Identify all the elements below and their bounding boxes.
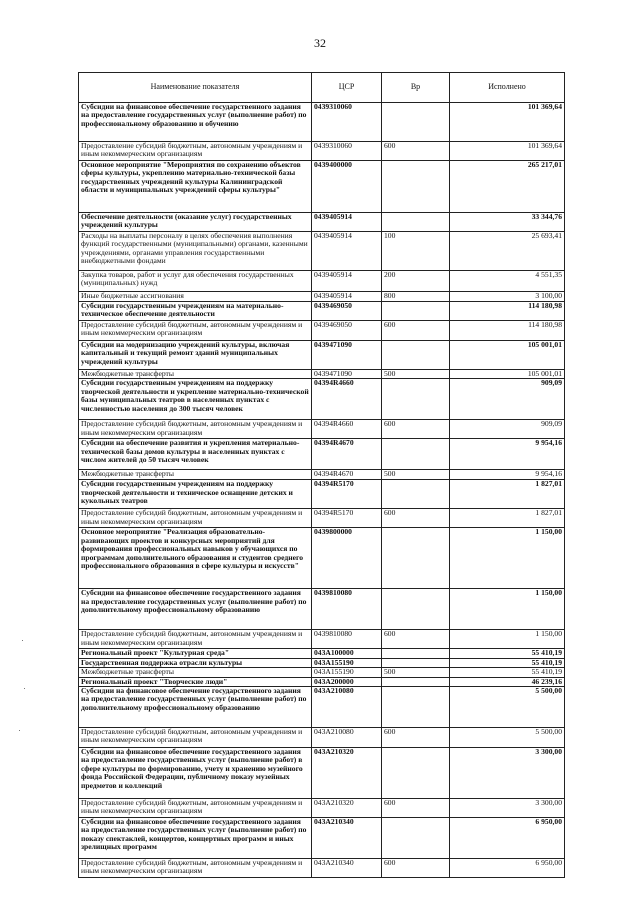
expense-type-cell: 600 (382, 142, 450, 161)
csr-code-cell: 0439400000 (312, 161, 382, 213)
table-row (79, 528, 565, 589)
csr-code-cell: 0439405914 (312, 213, 382, 232)
csr-code-cell: 04394R5170 (312, 480, 382, 509)
expense-type-cell (382, 658, 450, 667)
expense-type-cell (382, 213, 450, 232)
csr-code-cell: 043A155190 (312, 658, 382, 667)
table-row (79, 470, 565, 480)
table-row (79, 379, 565, 420)
csr-code-cell: 0439405914 (312, 271, 382, 292)
table-row (79, 420, 565, 439)
indicator-name-cell: Иные бюджетные ассигнования (79, 292, 312, 302)
indicator-name-cell: Субсидии на финансовое обеспечение государственного задания на предоставление государственных услуг (выполнение работ) по профессиональному образованию и обучению (79, 103, 312, 142)
expense-type-cell: 600 (382, 630, 450, 649)
indicator-name-cell: Предоставление субсидий бюджетным, автономным учреждениям и иным некоммерческим организациям (79, 509, 312, 528)
executed-amount-cell: 1 827,01 (450, 480, 565, 509)
executed-amount-cell: 9 954,16 (450, 470, 565, 480)
executed-amount-cell: 46 239,16 (450, 677, 565, 686)
expense-type-cell: 600 (382, 728, 450, 748)
csr-code-cell: 0439310060 (312, 142, 382, 161)
indicator-name-cell: Межбюджетные трансферты (79, 470, 312, 480)
csr-code-cell: 0439405914 (312, 292, 382, 302)
expense-type-cell: 500 (382, 470, 450, 480)
table-row (79, 341, 565, 370)
csr-code-cell: 043A210320 (312, 799, 382, 818)
executed-amount-cell: 9 954,16 (450, 439, 565, 470)
table-row (79, 232, 565, 271)
expense-type-cell (382, 589, 450, 630)
table-row (79, 271, 565, 292)
expense-type-cell (382, 687, 450, 728)
csr-code-cell: 0439469050 (312, 302, 382, 321)
table-header-row (79, 73, 565, 103)
indicator-name-cell: Региональный проект "Творческие люди" (79, 677, 312, 686)
expense-type-cell (382, 302, 450, 321)
page-number: 32 (314, 36, 326, 50)
expense-type-cell (382, 748, 450, 799)
csr-code-cell: 04394R4660 (312, 420, 382, 439)
indicator-name-cell: Субсидии на финансовое обеспечение государственного задания на предоставление государственных услуг (выполнение работ) в сфере культуры по формированию, учету и хранению музейного фонда Российской Федерации, публичному показу музейных предметов и коллекций (79, 748, 312, 799)
indicator-name-cell: Расходы на выплаты персоналу в целях обеспечения выполнения функций государственными (муниципальными) органами, казенными учреждениями, органами управления государственными внебюджетными фондами (79, 232, 312, 271)
expense-type-cell (382, 818, 450, 859)
table-row (79, 480, 565, 509)
header-executed: Исполнено (450, 73, 565, 103)
table-row (79, 630, 565, 649)
indicator-name-cell: Предоставление субсидий бюджетным, автономным учреждениям и иным некоммерческим организациям (79, 799, 312, 818)
expense-type-cell (382, 677, 450, 686)
table-row (79, 370, 565, 379)
table-row (79, 321, 565, 341)
table-row (79, 677, 565, 686)
header-indicator-name: Наименование показателя (79, 73, 312, 103)
csr-code-cell: 043A200000 (312, 677, 382, 686)
executed-amount-cell: 3 300,00 (450, 748, 565, 799)
table-row (79, 658, 565, 667)
expense-type-cell: 200 (382, 271, 450, 292)
executed-amount-cell: 55 410,19 (450, 668, 565, 677)
expense-type-cell: 500 (382, 370, 450, 379)
expense-type-cell: 600 (382, 321, 450, 341)
csr-code-cell: 0439810080 (312, 630, 382, 649)
executed-amount-cell: 909,09 (450, 379, 565, 420)
table-row (79, 687, 565, 728)
expense-type-cell (382, 480, 450, 509)
csr-code-cell: 04394R4670 (312, 439, 382, 470)
expense-type-cell (382, 439, 450, 470)
indicator-name-cell: Субсидии государственным учреждениям на материально-техническое обеспечение деятельности (79, 302, 312, 321)
indicator-name-cell: Субсидии на финансовое обеспечение государственного задания на предоставление государственных услуг (выполнение работ) по дополнительному профессиональному образованию (79, 589, 312, 630)
executed-amount-cell: 55 410,19 (450, 658, 565, 667)
executed-amount-cell: 114 180,98 (450, 302, 565, 321)
expense-type-cell: 800 (382, 292, 450, 302)
table-row (79, 728, 565, 748)
table-row (79, 509, 565, 528)
executed-amount-cell: 6 950,00 (450, 859, 565, 878)
table-row (79, 748, 565, 799)
indicator-name-cell: Предоставление субсидий бюджетным, автономным учреждениям и иным некоммерческим организациям (79, 728, 312, 748)
expense-type-cell: 600 (382, 509, 450, 528)
indicator-name-cell: Региональный проект "Культурная среда" (79, 649, 312, 658)
executed-amount-cell: 5 500,00 (450, 687, 565, 728)
executed-amount-cell: 5 500,00 (450, 728, 565, 748)
indicator-name-cell: Предоставление субсидий бюджетным, автономным учреждениям и иным некоммерческим организациям (79, 321, 312, 341)
scan-speck (24, 688, 25, 689)
table-row (79, 302, 565, 321)
indicator-name-cell: Межбюджетные трансферты (79, 668, 312, 677)
csr-code-cell: 0439810080 (312, 589, 382, 630)
executed-amount-cell: 25 693,41 (450, 232, 565, 271)
indicator-name-cell: Субсидии государственным учреждениям на поддержку творческой деятельности и укрепление материально-технической базы муниципальных театров в населенных пунктах с численностью населения до 300 тысяч человек (79, 379, 312, 420)
indicator-name-cell: Предоставление субсидий бюджетным, автономным учреждениям и иным некоммерческим организациям (79, 420, 312, 439)
indicator-name-cell: Основное мероприятие "Мероприятия по сохранению объектов сферы культуры, укреплению материально-технической базы государственных учреждений культуры Калининградской области и муниципальных учреждений сферы культуры" (79, 161, 312, 213)
indicator-name-cell: Предоставление субсидий бюджетным, автономным учреждениям и иным некоммерческим организациям (79, 630, 312, 649)
table-row (79, 103, 565, 142)
csr-code-cell: 0439800000 (312, 528, 382, 589)
table-row (79, 292, 565, 302)
csr-code-cell: 04394R5170 (312, 509, 382, 528)
indicator-name-cell: Субсидии на модернизацию учреждений культуры, включая капитальный и текущий ремонт зданий муниципальных учреждений культуры (79, 341, 312, 370)
table-row (79, 859, 565, 878)
executed-amount-cell: 3 100,00 (450, 292, 565, 302)
executed-amount-cell: 1 150,00 (450, 528, 565, 589)
expense-type-cell: 600 (382, 420, 450, 439)
table-row (79, 668, 565, 677)
expense-type-cell: 500 (382, 668, 450, 677)
indicator-name-cell: Предоставление субсидий бюджетным, автономным учреждениям и иным некоммерческим организациям (79, 142, 312, 161)
csr-code-cell: 043A210080 (312, 687, 382, 728)
executed-amount-cell: 101 369,64 (450, 142, 565, 161)
executed-amount-cell: 101 369,64 (450, 103, 565, 142)
executed-amount-cell: 1 150,00 (450, 630, 565, 649)
csr-code-cell: 04394R4670 (312, 470, 382, 480)
csr-code-cell: 043A210340 (312, 818, 382, 859)
executed-amount-cell: 3 300,00 (450, 799, 565, 818)
expense-type-cell: 600 (382, 859, 450, 878)
expense-type-cell (382, 379, 450, 420)
csr-code-cell: 0439471090 (312, 370, 382, 379)
table-row (79, 649, 565, 658)
indicator-name-cell: Государственная поддержка отрасли культуры (79, 658, 312, 667)
expense-type-cell (382, 649, 450, 658)
indicator-name-cell: Субсидии на обеспечение развития и укрепления материально-технической базы домов культуры в населенных пунктах с числом жителей до 50 тысяч человек (79, 439, 312, 470)
scan-speck (22, 640, 23, 641)
expense-type-cell (382, 528, 450, 589)
executed-amount-cell: 33 344,76 (450, 213, 565, 232)
executed-amount-cell: 4 551,35 (450, 271, 565, 292)
expense-type-cell: 100 (382, 232, 450, 271)
scan-speck (19, 730, 20, 731)
budget-execution-table (78, 72, 565, 878)
csr-code-cell: 0439405914 (312, 232, 382, 271)
executed-amount-cell: 909,09 (450, 420, 565, 439)
executed-amount-cell: 265 217,01 (450, 161, 565, 213)
table-row (79, 589, 565, 630)
executed-amount-cell: 6 950,00 (450, 818, 565, 859)
executed-amount-cell: 114 180,98 (450, 321, 565, 341)
csr-code-cell: 043A100000 (312, 649, 382, 658)
executed-amount-cell: 1 827,01 (450, 509, 565, 528)
csr-code-cell: 043A210080 (312, 728, 382, 748)
expense-type-cell (382, 103, 450, 142)
indicator-name-cell: Субсидии на финансовое обеспечение государственного задания на предоставление государственных услуг (выполнение работ) по дополнительному профессиональному образованию (79, 687, 312, 728)
table-row (79, 439, 565, 470)
header-vr: Вр (382, 73, 450, 103)
table-row (79, 818, 565, 859)
indicator-name-cell: Обеспечение деятельности (оказание услуг) государственных учреждений культуры (79, 213, 312, 232)
indicator-name-cell: Предоставление субсидий бюджетным, автономным учреждениям и иным некоммерческим организациям (79, 859, 312, 878)
csr-code-cell: 0439469050 (312, 321, 382, 341)
executed-amount-cell: 105 001,01 (450, 370, 565, 379)
csr-code-cell: 043A210320 (312, 748, 382, 799)
csr-code-cell: 0439310060 (312, 103, 382, 142)
csr-code-cell: 0439471090 (312, 341, 382, 370)
table-row (79, 799, 565, 818)
expense-type-cell (382, 161, 450, 213)
csr-code-cell: 043A210340 (312, 859, 382, 878)
csr-code-cell: 04394R4660 (312, 379, 382, 420)
indicator-name-cell: Основное мероприятие "Реализация образовательно-развивающих проектов и конкурсных мероприятий для формирования профессиональных навыков у обучающихся по программам дополнительного образования и студентов среднего профессионального образования в сфере культуры и искусств" (79, 528, 312, 589)
indicator-name-cell: Закупка товаров, работ и услуг для обеспечения государственных (муниципальных) нужд (79, 271, 312, 292)
expense-type-cell (382, 341, 450, 370)
executed-amount-cell: 105 001,01 (450, 341, 565, 370)
csr-code-cell: 043A155190 (312, 668, 382, 677)
indicator-name-cell: Межбюджетные трансферты (79, 370, 312, 379)
table-row (79, 213, 565, 232)
table-row (79, 161, 565, 213)
executed-amount-cell: 55 410,19 (450, 649, 565, 658)
indicator-name-cell: Субсидии государственным учреждениям на поддержку творческой деятельности и техническое оснащение детских и кукольных театров (79, 480, 312, 509)
header-csr: ЦСР (312, 73, 382, 103)
expense-type-cell: 600 (382, 799, 450, 818)
indicator-name-cell: Субсидии на финансовое обеспечение государственного задания на предоставление государственных услуг (выполнение работ) по показу спектаклей, концертов, концертных программ и иных зрелищных программ (79, 818, 312, 859)
table-row (79, 142, 565, 161)
executed-amount-cell: 1 150,00 (450, 589, 565, 630)
